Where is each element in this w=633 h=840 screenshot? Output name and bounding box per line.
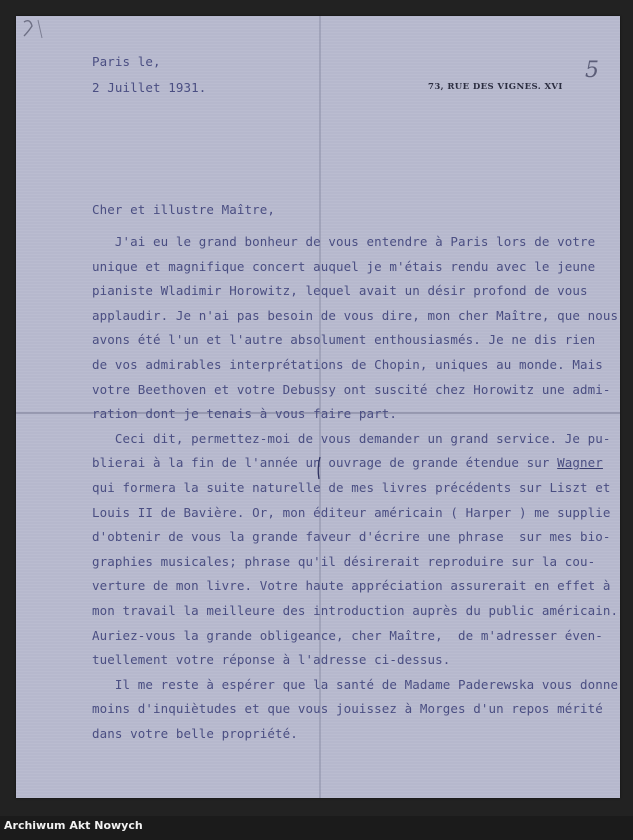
body-line: qui formera la suite naturelle de mes livres précédents sur Liszt et [92,479,611,495]
body-line: mon travail la meilleure des introduction auprès du public américain. [92,602,619,618]
body-line: pianiste Wladimir Horowitz, lequel avait un désir profond de vous [92,283,588,299]
body-line: ration dont je tenais à vous faire part. [92,406,398,422]
body-line: Ceci dit, permettez-moi de vous demander un grand service. Je pu- [92,430,611,446]
body-line: Louis II de Bavière. Or, mon éditeur américain ( Harper ) me supplie [92,504,611,520]
body-line: de vos admirables interprétations de Chopin, uniques au monde. Mais [92,356,603,372]
letter-body [92,230,619,746]
body-line: dans votre belle propriété. [92,725,298,741]
body-line: Il me reste à espérer que la santé de Madame Paderewska vous donne [92,676,619,692]
body-line: tuellement votre réponse à l'adresse ci-dessus. [92,652,451,668]
body-line: votre Beethoven et votre Debussy ont suscité chez Horowitz une admi- [92,381,611,397]
salutation: Cher et illustre Maître, [92,202,276,217]
body-line [92,451,612,476]
letter-place: Paris le, [92,54,161,69]
body-line: unique et magnifique concert auquel je m'étais rendu avec le jeune [92,258,596,274]
page-number: 5 [585,58,599,83]
pencil-mark-icon [20,16,66,46]
body-line: graphies musicales; phrase qu'il désirerait reproduire sur la cou- [92,553,596,569]
body-line: avons été l'un et l'autre absolument enthousiasmés. Je ne dis rien [92,332,596,348]
letter-date: 2 Juillet 1931. [92,80,207,95]
letter-sheet [16,16,620,798]
body-line: d'obtenir de vous la grande faveur d'écrire une phrase sur mes bio- [92,529,611,545]
body-line: verture de mon livre. Votre haute appréciation assurerait en effet à [92,578,611,594]
underlined-word: Wagner [557,455,603,471]
body-line-text: blierai à la fin de l'année un ouvrage de grande étendue sur [92,455,558,471]
body-line: Auriez-vous la grande obligeance, cher Maître, de m'adresser éven- [92,627,603,643]
body-line: applaudir. Je n'ai pas besoin de vous dire, mon cher Maître, que nous [92,307,619,323]
ink-correction-mark [316,456,322,480]
letterhead-address: 73, RUE DES VIGNES. XVI [428,82,563,92]
body-line: J'ai eu le grand bonheur de vous entendre à Paris lors de votre [92,234,596,249]
body-line: moins d'inquiètudes et que vous jouissez à Morges d'un repos mérité [92,701,603,717]
archive-label: Archiwum Akt Nowych [4,819,143,832]
